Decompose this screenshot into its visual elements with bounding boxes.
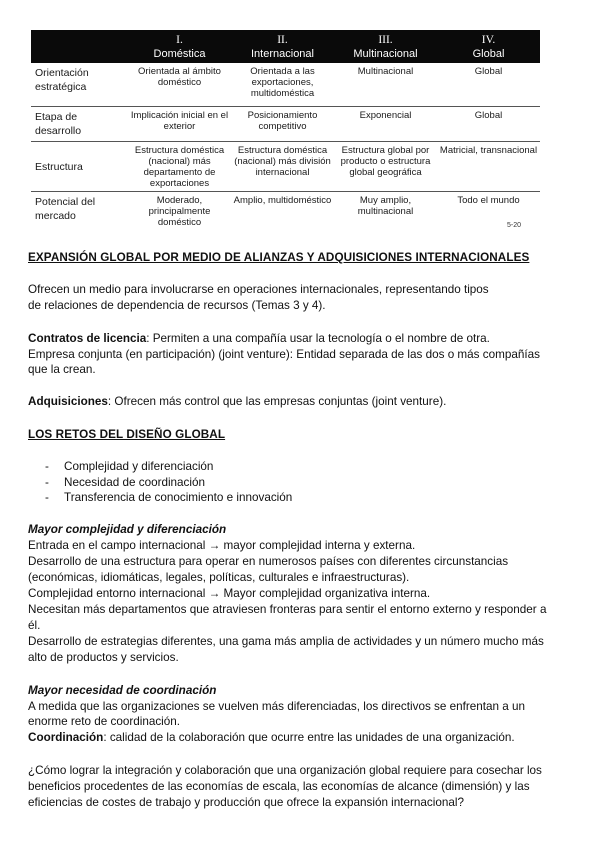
complejidad-line: (económicas, idiomáticas, legales, políticas, culturales e infraestructuras). [28, 571, 410, 584]
complejidad-line: él. [28, 619, 41, 632]
table-row [31, 107, 540, 142]
table-cell: Multinacional [357, 66, 414, 77]
slide-number: 5-20 [507, 222, 522, 229]
table-cell: Muy amplio, multinacional [357, 195, 414, 217]
table-cell: Estructura doméstica (nacional) más división internacional [234, 145, 331, 178]
subheading-coordinacion: Mayor necesidad de coordinación [28, 684, 217, 697]
row-label: Potencial del mercado [35, 196, 96, 222]
table-cell: Orientada al ámbito doméstico [138, 66, 221, 88]
table-cell: Exponencial [359, 110, 412, 121]
joint-venture-line-1: Empresa conjunta (en participación) (joint venture): Entidad separada de las dos o más compañías [28, 348, 540, 361]
table-row [31, 192, 540, 234]
row-label: Orientación estratégica [35, 67, 89, 93]
table-header-row [31, 30, 540, 63]
table-cell: Orientada a las exportaciones, multidoméstica [250, 66, 315, 99]
licencia-term: Contratos de licencia [28, 332, 147, 345]
table-cell: Amplio, multidoméstico [233, 195, 332, 206]
complejidad-line: Necesitan más departamentos que atraviesen fronteras para sentir el entorno externo y responder a [28, 603, 547, 616]
coordinacion-definition [28, 730, 515, 746]
complejidad-line: Entrada en el campo internacional → mayor complejidad interna y externa. [28, 539, 416, 552]
header-internacional: II. Internacional [231, 30, 334, 63]
complejidad-line: Complejidad entorno internacional → Mayor complejidad organizativa interna. [28, 587, 431, 600]
complejidad-line: alto de productos y servicios. [28, 651, 179, 664]
coordinacion-line: enorme reto de coordinación. [28, 715, 181, 728]
table-corner-cell [31, 30, 128, 63]
table-cell: Global [474, 110, 503, 121]
table-cell: Todo el mundo [457, 195, 520, 206]
table-cell: Global [474, 66, 503, 77]
adquisiciones-term: Adquisiciones [28, 395, 108, 408]
list-item: - Necesidad de coordinación [45, 475, 292, 491]
intro-line-1: Ofrecen un medio para involucrarse en operaciones internacionales, representando tipos [28, 283, 489, 296]
subheading-complejidad: Mayor complejidad y diferenciación [28, 523, 227, 536]
table-cell: Implicación inicial en el exterior [130, 110, 229, 132]
joint-venture-line-2: que la crean. [28, 363, 96, 376]
coordinacion-term-text: : calidad de la colaboración que ocurre entre las unidades de una organización. [103, 731, 515, 744]
coordinacion-term: Coordinación [28, 731, 104, 744]
licencia-text: : Permiten a una compañía usar la tecnología o el nombre de otra. [146, 332, 490, 345]
question-line: ¿Cómo lograr la integración y colaboración que una organización global requiere para cosechar los [28, 764, 542, 777]
table-cell: Moderado, principalmente doméstico [148, 195, 211, 228]
row-label: Etapa de desarrollo [35, 111, 82, 137]
header-global: IV. Global [437, 30, 540, 63]
header-multinacional: III. Multinacional [334, 30, 437, 63]
adquisiciones-paragraph [28, 394, 446, 410]
intro-line-2: de relaciones de dependencia de recursos (Temas 3 y 4). [28, 299, 326, 312]
retos-bullet-list [45, 459, 292, 506]
licencia-paragraph [28, 331, 490, 347]
complejidad-line: Desarrollo de estrategias diferentes, una gama más amplia de actividades y un número mucho más [28, 635, 544, 648]
question-line: eficiencias de costes de trabajo y producción que ofrece la expansión internacional? [28, 796, 464, 809]
table-row [31, 63, 540, 107]
list-item: - Complejidad y diferenciación [45, 459, 292, 475]
header-domestica: I. Doméstica [128, 30, 231, 63]
table-row [31, 142, 540, 192]
table-cell: Posicionamiento competitivo [247, 110, 318, 132]
table-cell: Estructura doméstica (nacional) más departamento de exportaciones [134, 145, 225, 189]
list-item: - Transferencia de conocimiento e innovación [45, 490, 292, 506]
row-label: Estructura [35, 161, 83, 173]
table-cell: Estructura global por producto o estructura global geográfica [340, 145, 431, 178]
table-cell: Matricial, transnacional [439, 145, 538, 156]
section-heading-retos: LOS RETOS DEL DISEÑO GLOBAL [28, 428, 226, 441]
question-line: beneficios procedentes de las economías de escala, las economías de alcance (dimensión) y las [28, 780, 530, 793]
section-heading-expansion: EXPANSIÓN GLOBAL POR MEDIO DE ALIANZAS Y ADQUISICIONES INTERNACIONALES [28, 251, 530, 264]
coordinacion-line: A medida que las organizaciones se vuelven más diferenciadas, los directivos se enfrentan a un [28, 700, 526, 713]
adquisiciones-text: : Ofrecen más control que las empresas conjuntas (joint venture). [107, 395, 447, 408]
global-stages-table [31, 30, 540, 233]
complejidad-line: Desarrollo de una estructura para operar en numerosos países con diferentes circunstancias [28, 555, 509, 568]
